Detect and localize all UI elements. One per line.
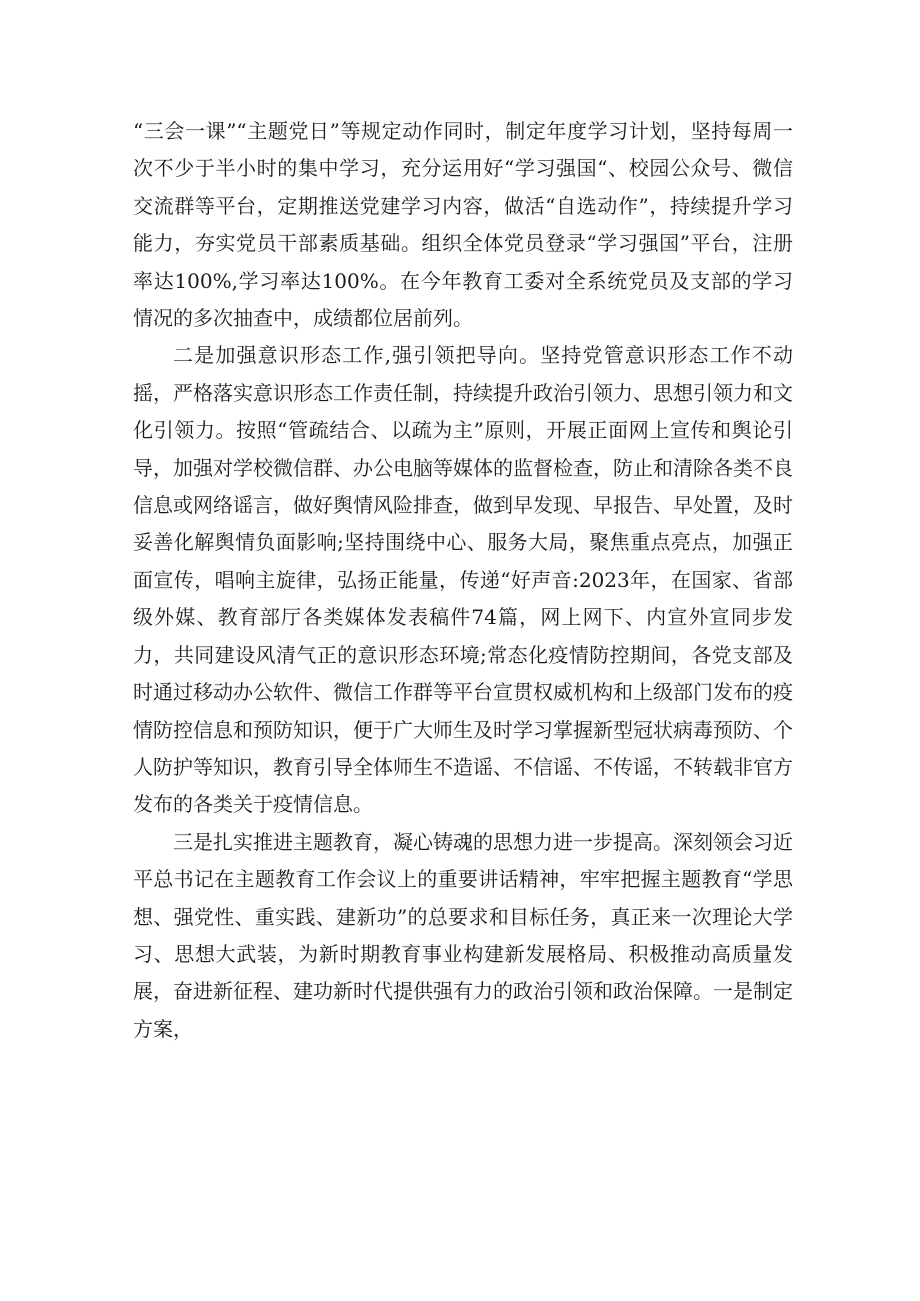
paragraph-study-plan: “三会一课”“主题党日”等规定动作同时，制定年度学习计划，坚持每周一次不少于半小时的集中学习，充分运用好“学习强国“、校园公众号、微信交流群等平台，定期推送党建学习内容，做活“自选动作”，持续提升学习能力，夯实党员干部素质基础。组织全体党员登录“学习强国”平台，注册率达100%,学习率达100%。在今年教育工委对全系统党员及支部的学习情况的多次抽查中，成绩都位居前列。 (133, 119, 793, 331)
body-text (133, 113, 793, 1048)
paragraph-ideology-work: 二是加强意识形态工作,强引领把导向。坚持党管意识形态工作不动摇，严格落实意识形态工作责任制，持续提升政治引领力、思想引领力和文化引领力。按照“管疏结合、以疏为主”原则，开展正面网上宣传和舆论引导，加强对学校微信群、办公电脑等媒体的监督检查，防止和清除各类不良信息或网络谣言，做好舆情风险排查，做到早发现、早报告、早处置，及时妥善化解舆情负面影响;坚持围绕中心、服务大局，聚焦重点亮点，加强正面宣传，唱响主旋律，弘扬正能量，传递“好声音:2023年，在国家、省部级外媒、教育部厅各类媒体发表稿件74篇，网上网下、内宣外宣同步发力，共同建设风清气正的意识形态环境;常态化疫情防控期间，各党支部及时通过移动办公软件、微信工作群等平台宣贯权威机构和上级部门发布的疫情防控信息和预防知识，便于广大师生及时学习掌握新型冠状病毒预防、个人防护等知识，教育引导全体师生不造谣、不信谣、不传谣，不转载非官方发布的各类关于疫情信息。 (133, 343, 793, 817)
paragraph-theme-education: 三是扎实推进主题教育，凝心铸魂的思想力进一步提高。深刻领会习近平总书记在主题教育工作会议上的重要讲话精神，牢牢把握主题教育“学思想、强党性、重实践、建新功”的总要求和目标任务，真正来一次理论大学习、思想大武装，为新时期教育事业构建新发展格局、积极推动高质量发展，奋进新征程、建功新时代提供强有力的政治引领和政治保障。一是制定方案， (133, 829, 793, 1041)
